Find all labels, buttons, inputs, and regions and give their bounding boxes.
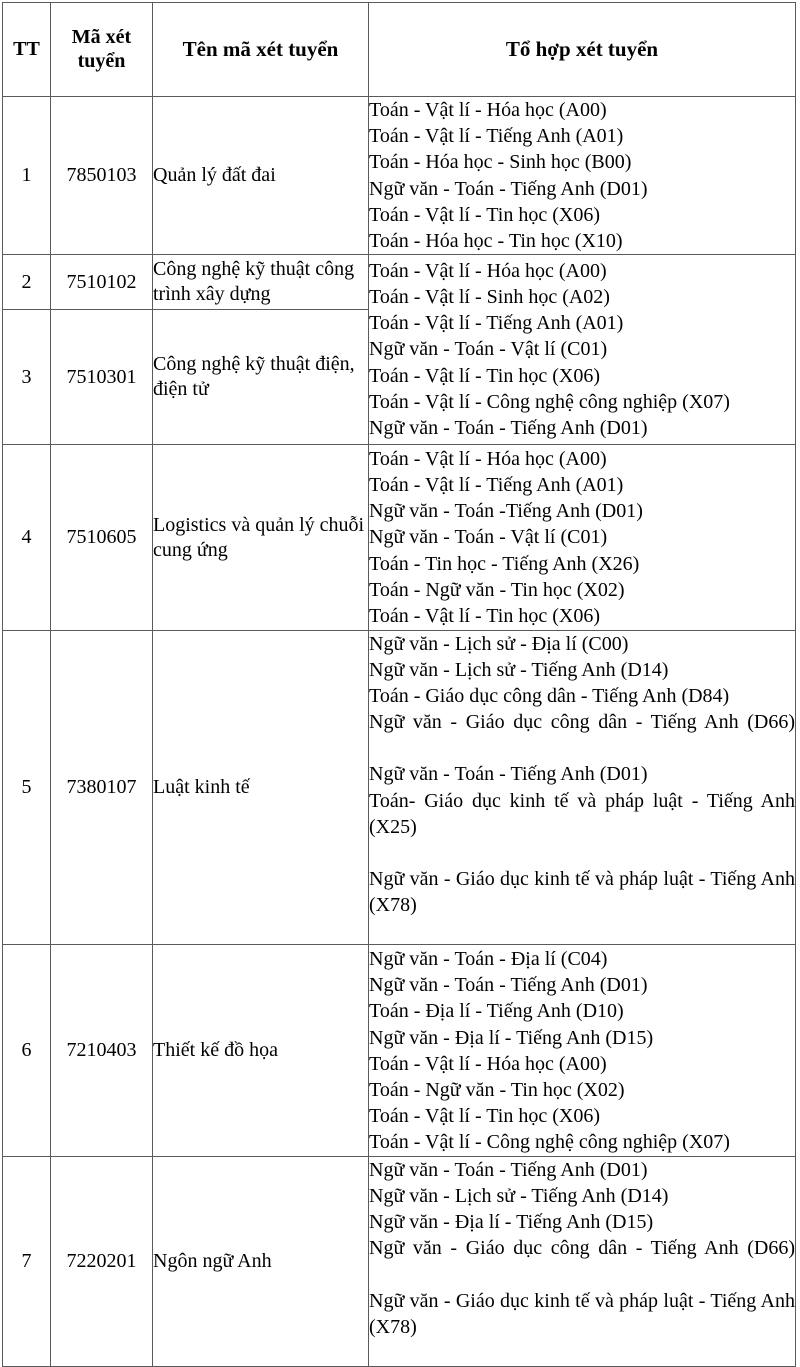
table-row	[3, 945, 796, 1157]
admission-code: 7510605	[51, 445, 153, 631]
table-row	[3, 255, 796, 310]
combination-item: Toán - Vật lí - Tin học (X06)	[369, 1104, 600, 1127]
program-name: Thiết kế đồ họa	[153, 945, 369, 1157]
combination-item: Toán - Vật lí - Tiếng Anh (A01)	[369, 312, 624, 335]
table-row	[3, 97, 796, 255]
admission-code: 7510301	[51, 310, 153, 445]
admission-code: 7210403	[51, 945, 153, 1157]
combination-item: Ngữ văn - Toán - Địa lí (C04)	[369, 948, 608, 971]
row-index: 1	[3, 97, 51, 255]
combination-item: Ngữ văn - Toán -Tiếng Anh (D01)	[369, 500, 643, 523]
table-row	[3, 445, 796, 631]
combination-item: Ngữ văn - Giáo dục kinh tế và pháp luật - Tiếng Anh (X78)	[369, 1289, 795, 1338]
combination-list	[369, 97, 796, 255]
column-header-tt: TT	[3, 3, 51, 97]
combination-item: Ngữ văn - Toán - Vật lí (C01)	[369, 526, 608, 549]
combination-item: Toán - Vật lí - Công nghệ công nghiệp (X07)	[369, 390, 730, 413]
row-index: 3	[3, 310, 51, 445]
combination-item: Ngữ văn - Lịch sử - Tiếng Anh (D14)	[369, 659, 669, 682]
combination-item: Toán - Vật lí - Tin học (X06)	[369, 203, 600, 226]
program-name: Ngôn ngữ Anh	[153, 1157, 369, 1367]
combination-item: Toán - Vật lí - Hóa học (A00)	[369, 448, 607, 471]
table-header-row	[3, 3, 796, 97]
combination-item: Toán - Vật lí - Hóa học (A00)	[369, 99, 607, 122]
combination-item: Toán - Tin học - Tiếng Anh (X26)	[369, 552, 640, 575]
combination-item: Toán - Vật lí - Công nghệ công nghiệp (X07)	[369, 1130, 730, 1153]
row-index: 4	[3, 445, 51, 631]
combination-item: Toán - Vật lí - Tiếng Anh (A01)	[369, 474, 624, 497]
combination-item: Toán - Vật lí - Hóa học (A00)	[369, 1052, 607, 1075]
document-page	[0, 2, 800, 1338]
combination-item: Ngữ văn - Toán - Tiếng Anh (D01)	[369, 974, 648, 997]
combination-item: Ngữ văn - Toán - Tiếng Anh (D01)	[369, 416, 648, 439]
column-header-combination: Tổ hợp xét tuyển	[369, 3, 796, 97]
combination-item: Toán- Giáo dục kinh tế và pháp luật - Tiếng Anh (X25)	[369, 789, 795, 838]
combination-item: Toán - Địa lí - Tiếng Anh (D10)	[369, 1000, 624, 1023]
column-header-code: Mã xét tuyển	[51, 3, 153, 97]
program-name: Quản lý đất đai	[153, 97, 369, 255]
column-header-name: Tên mã xét tuyển	[153, 3, 369, 97]
combination-item: Toán - Ngữ văn - Tin học (X02)	[369, 1078, 625, 1101]
program-name: Luật kinh tế	[153, 631, 369, 945]
combination-item: Ngữ văn - Toán - Tiếng Anh (D01)	[369, 1159, 648, 1182]
admission-codes-table	[2, 2, 796, 1367]
combination-item: Ngữ văn - Địa lí - Tiếng Anh (D15)	[369, 1026, 654, 1049]
combination-item: Ngữ văn - Địa lí - Tiếng Anh (D15)	[369, 1211, 654, 1234]
combination-item: Ngữ văn - Toán - Tiếng Anh (D01)	[369, 177, 648, 200]
combination-item: Ngữ văn - Lịch sử - Địa lí (C00)	[369, 633, 629, 655]
combination-list	[369, 1157, 796, 1367]
combination-item: Ngữ văn - Toán - Tiếng Anh (D01)	[369, 763, 648, 786]
combination-item: Ngữ văn - Toán - Vật lí (C01)	[369, 338, 608, 361]
combination-item: Toán - Hóa học - Tin học (X10)	[369, 229, 623, 252]
combination-list-merged	[369, 255, 796, 445]
combination-item: Toán - Ngữ văn - Tin học (X02)	[369, 578, 625, 601]
row-index: 5	[3, 631, 51, 945]
program-name: Công nghệ kỹ thuật điện, điện tử	[153, 310, 369, 445]
combination-item: Toán - Hóa học - Sinh học (B00)	[369, 151, 632, 174]
row-index: 7	[3, 1157, 51, 1367]
admission-code: 7220201	[51, 1157, 153, 1367]
combination-item: Toán - Vật lí - Tiếng Anh (A01)	[369, 125, 624, 148]
combination-item: Toán - Vật lí - Sinh học (A02)	[369, 286, 610, 309]
combination-item: Toán - Vật lí - Tin học (X06)	[369, 364, 600, 387]
combination-list	[369, 445, 796, 631]
table-body	[3, 97, 796, 1367]
combination-item: Toán - Giáo dục công dân - Tiếng Anh (D84)	[369, 685, 730, 708]
table-row	[3, 631, 796, 945]
combination-item: Ngữ văn - Giáo dục kinh tế và pháp luật - Tiếng Anh (X78)	[369, 867, 795, 916]
combination-item: Toán - Vật lí - Hóa học (A00)	[369, 260, 607, 283]
program-name: Công nghệ kỹ thuật công trình xây dựng	[153, 255, 369, 310]
combination-item: Toán - Vật lí - Tin học (X06)	[369, 604, 600, 627]
row-index: 6	[3, 945, 51, 1157]
combination-item: Ngữ văn - Lịch sử - Tiếng Anh (D14)	[369, 1185, 669, 1208]
combination-list	[369, 631, 796, 945]
program-name: Logistics và quản lý chuỗi cung ứng	[153, 445, 369, 631]
combination-list	[369, 945, 796, 1157]
table-row	[3, 1157, 796, 1367]
admission-code: 7510102	[51, 255, 153, 310]
row-index: 2	[3, 255, 51, 310]
admission-code: 7850103	[51, 97, 153, 255]
admission-code: 7380107	[51, 631, 153, 945]
combination-item: Ngữ văn - Giáo dục công dân - Tiếng Anh (D66)	[369, 1237, 795, 1260]
table-header	[3, 3, 796, 97]
combination-item: Ngữ văn - Giáo dục công dân - Tiếng Anh (D66)	[369, 711, 795, 734]
